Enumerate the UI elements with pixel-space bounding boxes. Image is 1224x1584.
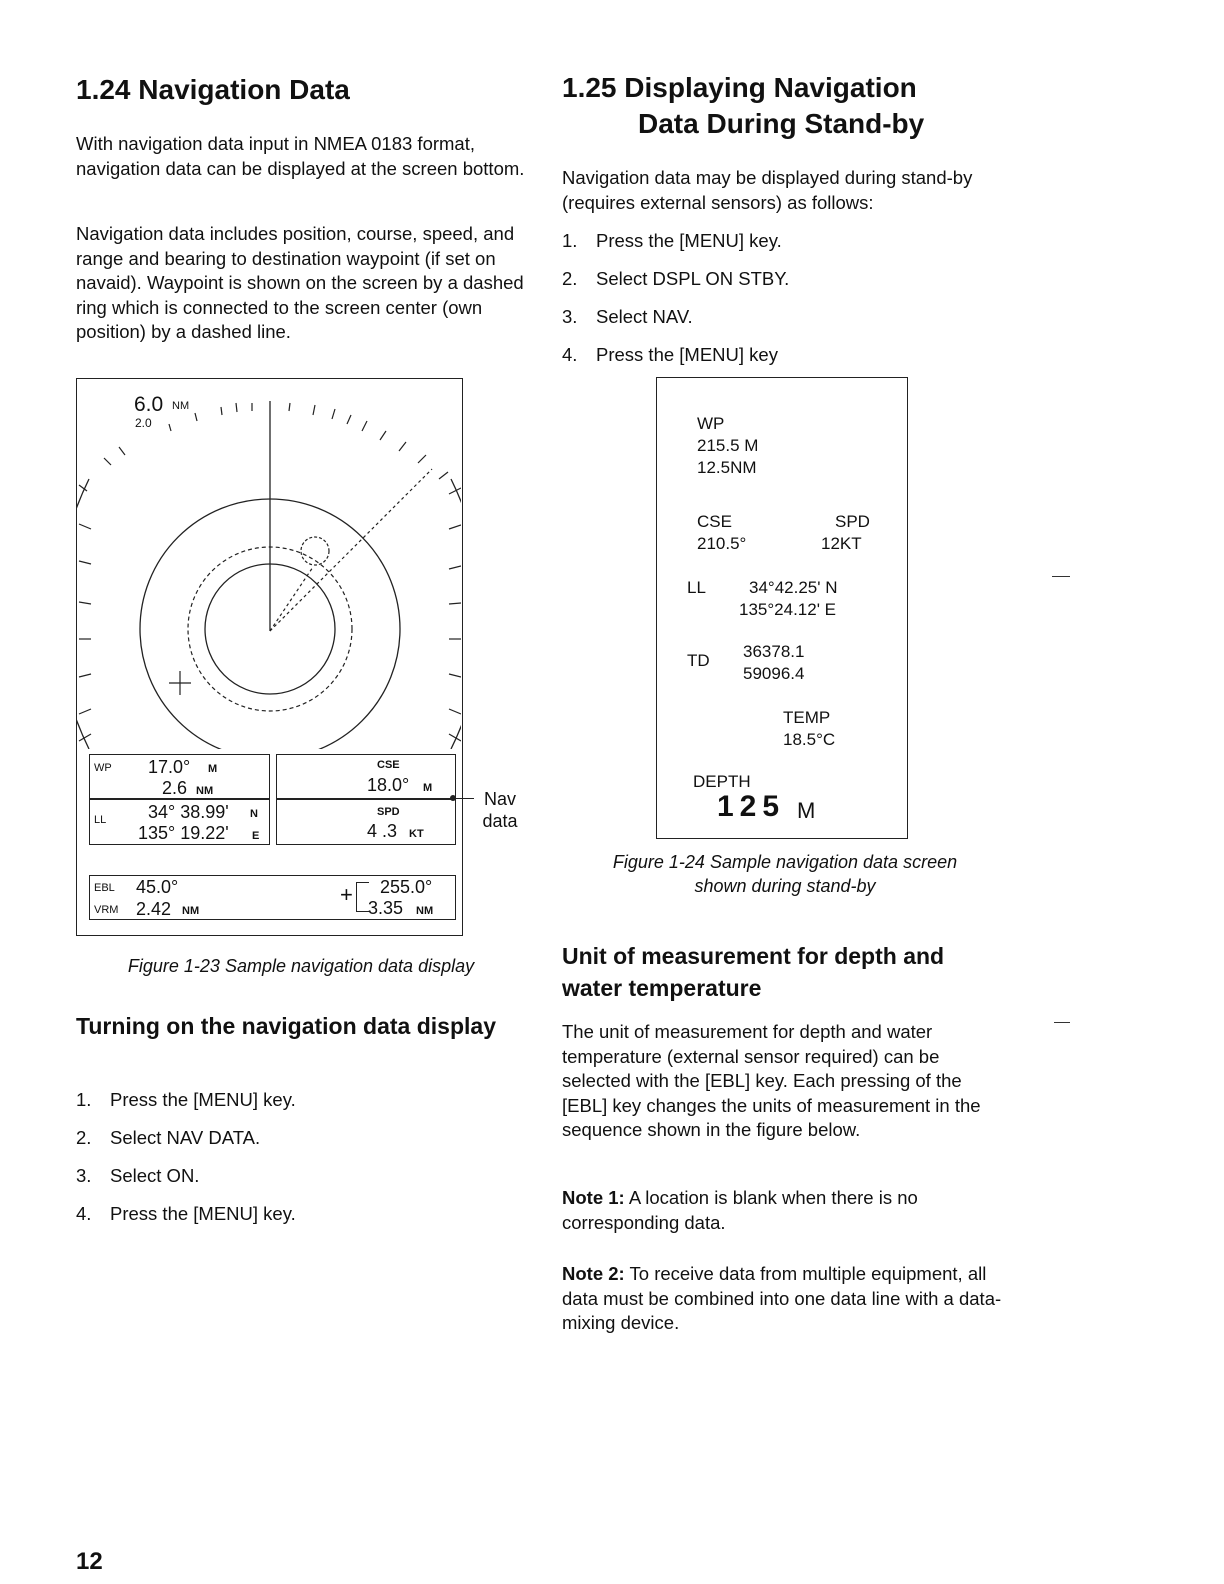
right-step-1 (562, 229, 782, 253)
cse-value: 18.0° (367, 775, 410, 795)
note-2 (562, 1262, 1002, 1336)
vrm-label: VRM (94, 904, 119, 916)
figure-1-24-caption: Figure 1-24 Sample navigation data screen shown during stand-by (612, 852, 958, 896)
step-number: 3. (562, 306, 578, 327)
step-number: 1. (76, 1089, 92, 1110)
vrm-unit: NM (182, 905, 200, 917)
range-unit: NM (172, 400, 190, 412)
spd-value: 4 .3 (367, 821, 398, 841)
standby-depth-value: 125 (717, 790, 786, 823)
cse-unit: M (423, 782, 433, 794)
standby-lon: 135°24.12' E (739, 600, 837, 619)
note-1-label: Note 1: (562, 1187, 625, 1208)
step-text: Select DSPL ON STBY. (596, 268, 790, 289)
left-step-4 (76, 1202, 296, 1226)
standby-wp-label: WP (697, 414, 725, 433)
left-step-2 (76, 1126, 260, 1150)
cse-label: CSE (377, 759, 400, 771)
standby-intro: Navigation data may be displayed during stand-by (requires external sensors) as follows: (562, 167, 973, 213)
lat-value: 34° 38.99' (148, 802, 229, 822)
standby-wp-bearing: 215.5 M (697, 436, 759, 455)
standby-ll-label: LL (687, 578, 706, 597)
note-1-text: A location is blank when there is no corresponding data. (562, 1187, 918, 1233)
standby-depth-unit: M (797, 798, 816, 823)
note-2-label: Note 2: (562, 1263, 625, 1284)
margin-mark (1052, 576, 1070, 577)
lat-hemisphere: N (250, 808, 258, 820)
step-number: 2. (76, 1127, 92, 1148)
right-step-4 (562, 343, 778, 367)
step-number: 3. (76, 1165, 92, 1186)
standby-td-label: TD (687, 651, 710, 670)
ll-data-box (89, 799, 270, 845)
cursor-icon: + (340, 882, 353, 907)
step-text: Press the [MENU] key. (596, 230, 782, 251)
heading-line-2: Data During Stand-by (638, 108, 925, 139)
step-text: Select ON. (110, 1165, 200, 1186)
ebl-vrm-box (89, 875, 456, 920)
step-text: Select NAV DATA. (110, 1127, 261, 1148)
standby-spd-value: 12KT (821, 534, 862, 553)
heading-line-1: 1.25 Displaying Navigation (562, 72, 917, 103)
ebl-label: EBL (94, 882, 115, 894)
standby-cse-value: 210.5° (697, 534, 747, 553)
figure-standby-nav-data (656, 377, 908, 839)
spd-data-box (276, 799, 456, 845)
wp-range: 2.6 (162, 778, 188, 798)
step-text: Press the [MENU] key. (110, 1203, 296, 1224)
wp-bearing-unit: M (208, 763, 218, 775)
left-step-1 (76, 1088, 296, 1112)
page-number: 12 (76, 1548, 103, 1575)
wp-range-unit: NM (196, 785, 214, 797)
ring-interval: 2.0 (135, 416, 152, 430)
nav-data-paragraph-1: With navigation data input in NMEA 0183 format, navigation data can be displayed at the screen bottom. (76, 133, 525, 179)
right-step-2 (562, 267, 789, 291)
nav-data-paragraph-2: Navigation data includes position, course, speed, and range and bearing to destination waypoint (if set on navaid). Waypoint is shown on the screen by a dashed ring which is connected to the screen center (own position) by a dashed line. (76, 223, 524, 342)
figure-nav-data-display (76, 378, 463, 936)
ll-label: LL (94, 814, 107, 826)
standby-spd-label: SPD (835, 512, 870, 531)
step-number: 4. (76, 1203, 92, 1224)
standby-temp-value: 18.5°C (783, 730, 836, 749)
nav-data-callout-label: Nav data (482, 789, 518, 831)
note-1 (562, 1186, 992, 1235)
nav-data-callout-dot (450, 795, 456, 801)
figure-1-23-caption: Figure 1-23 Sample navigation data display (127, 956, 475, 976)
step-number: 4. (562, 344, 578, 365)
cursor-bearing: 255.0° (380, 877, 433, 897)
standby-lat: 34°42.25' N (749, 578, 838, 597)
lon-value: 135° 19.22' (138, 823, 229, 843)
step-text: Select NAV. (596, 306, 693, 327)
cse-data-box (276, 754, 456, 799)
standby-depth-label: DEPTH (693, 772, 751, 791)
step-number: 1. (562, 230, 578, 251)
step-text: Press the [MENU] key. (110, 1089, 296, 1110)
lon-hemisphere: E (252, 830, 260, 842)
vrm-underline (90, 919, 230, 920)
note-2-text: To receive data from multiple equipment, all data must be combined into one data line with a data-mixing device. (562, 1263, 1002, 1333)
standby-wp-range: 12.5NM (697, 458, 757, 477)
section-heading-nav-data: 1.24 Navigation Data (76, 74, 350, 105)
vrm-value: 2.42 (136, 899, 172, 919)
subheading-unit-of-measurement: Unit of measurement for depth and water temperature (562, 943, 945, 1001)
unit-paragraph: The unit of measurement for depth and water temperature (external sensor required) can be selected with the [EBL] key. Each pressing of the [EBL] key changes the units of measurement in the sequence shown in the figure below. (562, 1021, 981, 1140)
right-step-3 (562, 305, 693, 329)
wp-data-box (89, 754, 270, 799)
spd-unit: KT (409, 828, 424, 840)
standby-cse-label: CSE (697, 512, 732, 531)
section-heading-standby (562, 70, 924, 142)
wp-label: WP (94, 762, 112, 774)
spd-label: SPD (377, 806, 400, 818)
ebl-value: 45.0° (136, 877, 179, 897)
cursor-unit: NM (416, 905, 434, 917)
subheading-turning-on: Turning on the navigation data display (76, 1013, 496, 1039)
standby-td1: 36378.1 (743, 642, 805, 661)
left-step-3 (76, 1164, 199, 1188)
wp-bearing: 17.0° (148, 757, 191, 777)
step-text: Press the [MENU] key (596, 344, 778, 365)
radar-display (77, 379, 461, 749)
standby-td2: 59096.4 (743, 664, 805, 683)
step-number: 2. (562, 268, 578, 289)
standby-temp-label: TEMP (783, 708, 831, 727)
cursor-range: 3.35 (368, 898, 404, 918)
margin-mark (1054, 1022, 1070, 1023)
range-value: 6.0 (134, 393, 164, 416)
